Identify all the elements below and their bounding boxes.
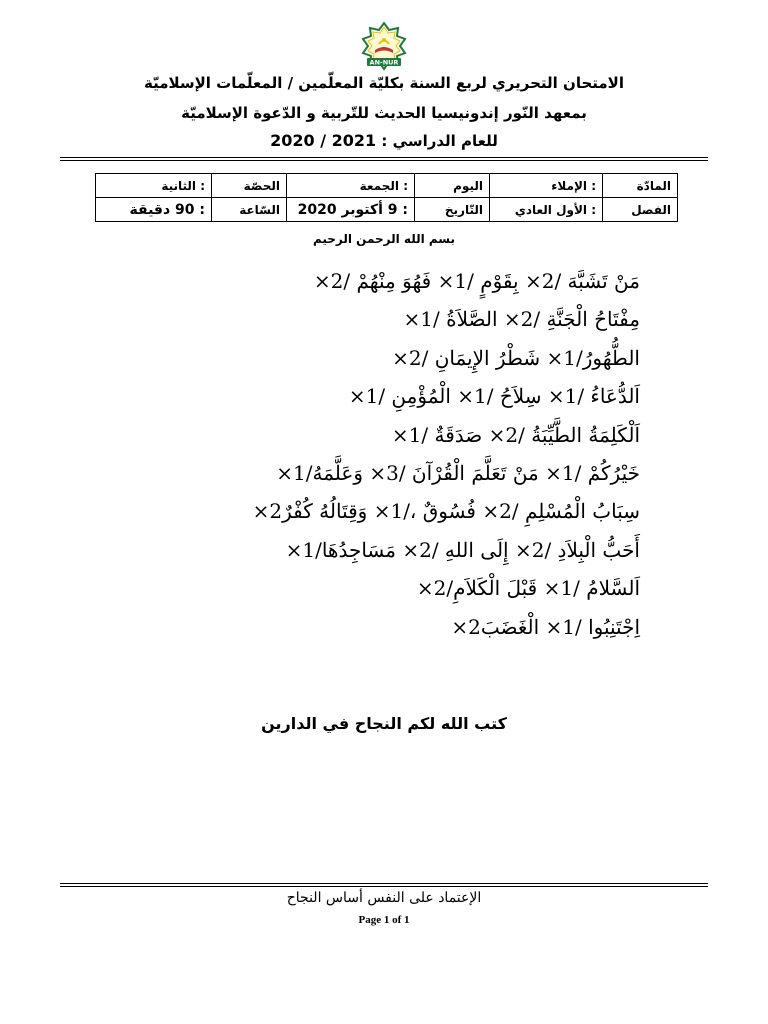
closing-wish: كتب الله لكم النجاح في الدارين (261, 714, 507, 733)
table-cell: اليوم (415, 174, 490, 198)
exam-title: الامتحان التحريري لربع السنة بكليّة المعلّمين / المعلّمات الإسلاميّة (143, 74, 624, 92)
footer-motto: الإعتماد على النفس أساس النجاح (286, 890, 482, 906)
table-cell: : الثانية (96, 174, 212, 198)
an-nur-logo (349, 22, 419, 74)
logo-text: AN-NUR (369, 58, 399, 67)
list-item: الطُّهُورُ/1× شَطْرُ الإِيمَانِ /2× (392, 345, 640, 370)
table-row (96, 174, 678, 198)
table-row (96, 198, 678, 222)
list-item: سِبَابُ الْمُسْلِمِ /2× فُسُوقٌ ،/1× وَقِتَالُهُ كُفْرٌ2× (252, 499, 640, 524)
footer-divider-thin (60, 886, 708, 887)
footer-divider (60, 883, 708, 884)
list-item: أَحَبُّ الْبِلاَدِ /2× إِلَى اللهِ /2× مَسَاجِدُهَا/1× (285, 537, 640, 562)
exam-info-table (95, 173, 678, 222)
institute-name: بمعهد النّور إندونيسيا الحديث للتّربية و الدّعوة الإسلاميّة (181, 104, 587, 122)
academic-year-value: 2020 / 2021 (270, 131, 377, 150)
list-item: اَلْكَلِمَةُ الطَّيِّبَةُ /2× صَدَقَةٌ /1× (391, 422, 640, 447)
academic-year-label: للعام الدراسي : (381, 132, 498, 150)
table-cell: الحصّة (212, 174, 287, 198)
table-cell: : الأول العادي (490, 198, 603, 222)
table-cell: : الإملاء (490, 174, 603, 198)
table-cell: : الجمعة (287, 174, 415, 198)
page-number: Page 1 of 1 (358, 914, 410, 926)
academic-year (60, 131, 708, 150)
list-item: اَلسَّلامُ /1× قَبْلَ الْكَلاَمِ/2× (416, 576, 640, 601)
list-item: اِجْتَنِبُوا /1× الْغَضَبَ2× (451, 614, 640, 639)
list-item: اَلدُّعَاءُ /1× سِلاَحُ /1× الْمُؤْمِنِ /1× (348, 384, 640, 409)
table-cell: الفصل (603, 198, 678, 222)
dictation-list (120, 262, 640, 646)
list-item: مَنْ تَشَبَّهَ /2× بِقَوْمٍ /1× فَهُوَ مِنْهُمْ /2× (313, 269, 640, 293)
list-item: خَيْرُكُمْ /1× مَنْ تَعَلَّمَ الْقُرْآنَ /3× وَعَلَّمَهُ/1× (276, 460, 640, 485)
table-cell: التّاريخ (415, 198, 490, 222)
table-cell: : 9 أكتوبر 2020 (287, 198, 415, 222)
table-cell: المادّة (603, 174, 678, 198)
basmala: بسم الله الرحمن الرحيم (312, 232, 456, 246)
header-divider (60, 157, 708, 158)
list-item: مِفْتَاحُ الْجَنَّةِ /2× الصَّلاَةُ /1× (403, 307, 640, 332)
table-cell: السّاعة (212, 198, 287, 222)
header-divider-thin (60, 160, 708, 161)
table-cell: : 90 دقيقة (96, 198, 212, 222)
